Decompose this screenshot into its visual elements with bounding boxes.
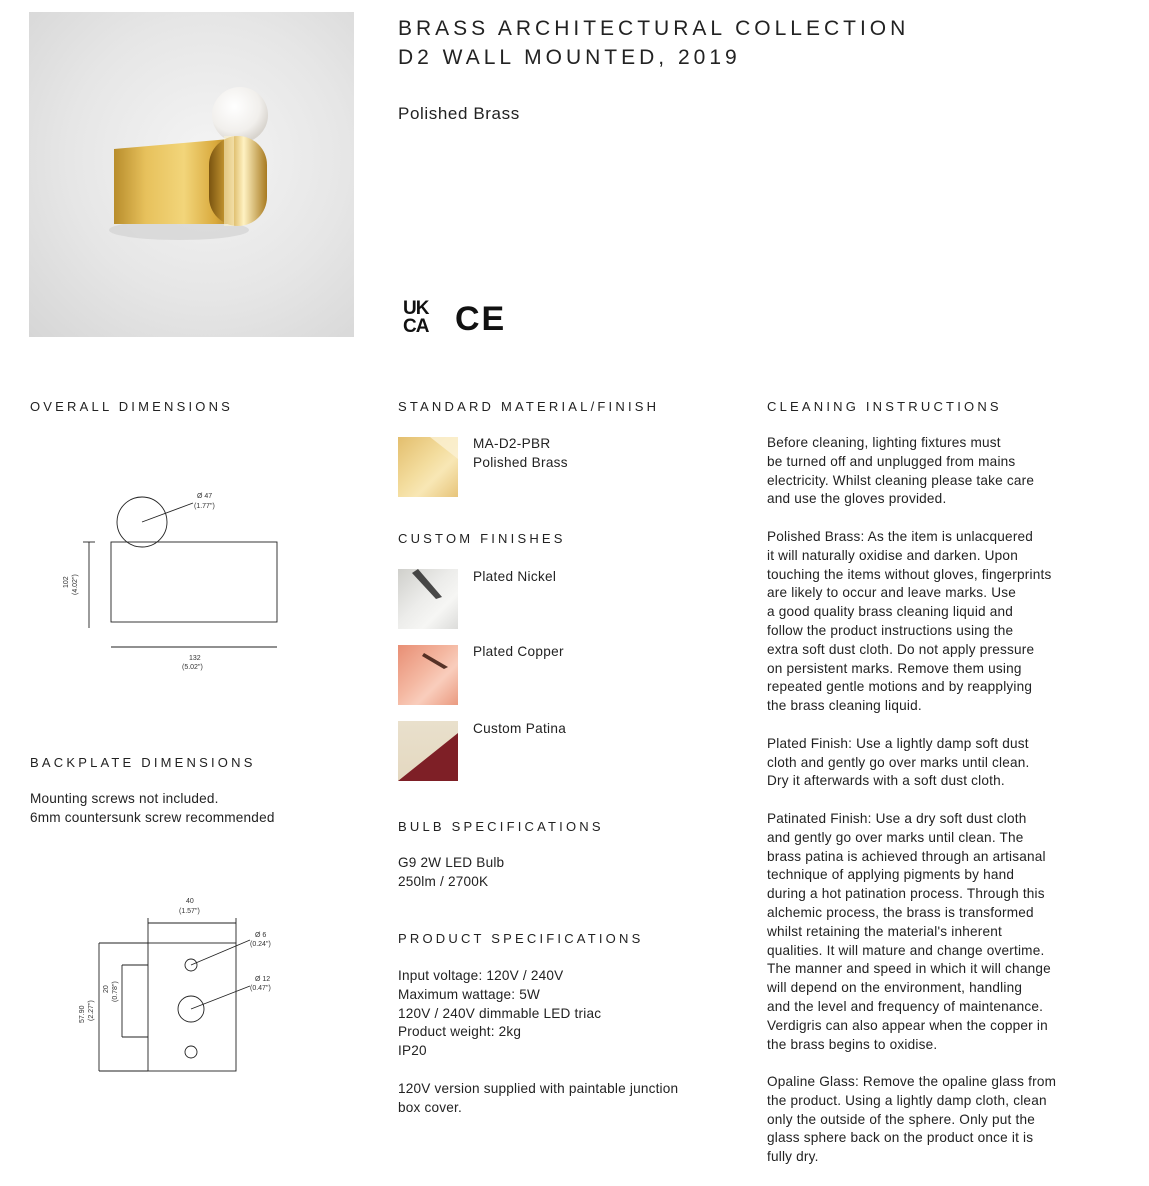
- cleaning-paragraph-polished-brass: Polished Brass: As the item is unlacquered it will naturally oxidise and darken. Upon touching the items without gloves, fingerprints are likely to occur and leave marks. Use a good quality brass cleaning liquid and follow the product instructions using the extra soft dust cloth. Do not apply pressure on persistent marks. Remove them using repeated gentle motions and by reapplying the brass cleaning liquid.: [767, 528, 1052, 714]
- svg-text:Ø 47: Ø 47: [197, 493, 213, 500]
- svg-text:(0.24"): (0.24"): [250, 941, 271, 948]
- svg-text:(0.47"): (0.47"): [250, 985, 271, 992]
- ukca-mark-top: UK: [403, 298, 429, 319]
- swatch-custom-patina: [398, 721, 458, 781]
- overall-dimensions-drawing: [55, 480, 295, 680]
- backplate-dimensions-heading: BACKPLATE DIMENSIONS: [30, 755, 256, 770]
- svg-text:(5.02"): (5.02"): [182, 664, 203, 671]
- swatch-plated-copper: [398, 645, 458, 705]
- custom-finishes-heading: CUSTOM FINISHES: [398, 531, 566, 546]
- certification-marks: [403, 297, 503, 337]
- title-line-1: BRASS ARCHITECTURAL COLLECTION: [398, 17, 910, 40]
- ukca-ce-marks: [403, 297, 503, 337]
- swatch-plated-nickel: [398, 569, 458, 629]
- cleaning-paragraph-patinated: Patinated Finish: Use a dry soft dust cloth and gently go over marks until clean. The brass patina is achieved through an artisanal technique of applying pigments by hand during a hot patination process. Through this alchemic process, the brass is transformed whilst retaining the material's inherent qualities. It will mature and change overtime. The manner and speed in which it will change will depend on the environment, handling and the level and frequency of maintenance. Verdigris can also appear when the copper in the brass begins to oxidise.: [767, 810, 1051, 1052]
- svg-text:Ø 6: Ø 6: [255, 932, 267, 939]
- standard-finish-code: MA-D2-PBR: [473, 436, 551, 451]
- custom-finish-label-nickel: Plated Nickel: [473, 569, 557, 584]
- svg-text:102: 102: [63, 576, 70, 588]
- backplate-dimensions-drawing: [70, 890, 290, 1080]
- bulb-spec-line-1: G9 2W LED Bulb: [398, 855, 505, 870]
- overall-dimensions-heading: OVERALL DIMENSIONS: [30, 399, 234, 414]
- bulb-specs-text: [398, 854, 504, 892]
- backplate-note: [30, 790, 275, 828]
- svg-text:Ø 12: Ø 12: [255, 976, 271, 983]
- cleaning-paragraph-plated: Plated Finish: Use a lightly damp soft dust cloth and gently go over marks until clean. Dry it afterwards with a soft dust cloth.: [767, 735, 1030, 789]
- standard-finish-name: Polished Brass: [473, 454, 568, 470]
- cleaning-heading: CLEANING INSTRUCTIONS: [767, 399, 1002, 414]
- ce-mark: CE: [455, 300, 503, 337]
- cleaning-paragraph-opaline: Opaline Glass: Remove the opaline glass from the product. Using a lightly damp cloth, clean only the outside of the sphere. Only put the glass sphere back on the product once it is fully dry.: [767, 1074, 1057, 1165]
- product-specs-list: [398, 967, 678, 1117]
- product-spec-line: 120V / 240V dimmable LED triac: [398, 1005, 602, 1021]
- cleaning-paragraph-general: Before cleaning, lighting fixtures must be turned off and unplugged from mains electricity. Whilst cleaning please take care and use the gloves provided.: [767, 435, 1035, 507]
- svg-text:132: 132: [189, 655, 201, 662]
- custom-finish-label-patina: Custom Patina: [473, 721, 567, 736]
- bulb-spec-line-2: 250lm / 2700K: [398, 873, 489, 889]
- swatch-polished-brass: [398, 437, 458, 497]
- title-line-2: D2 WALL MOUNTED, 2019: [398, 46, 741, 69]
- standard-finish-heading: STANDARD MATERIAL/FINISH: [398, 399, 660, 414]
- product-spec-line: IP20: [398, 1043, 427, 1059]
- svg-text:(1.77"): (1.77"): [194, 503, 215, 510]
- cleaning-instructions: [767, 434, 1137, 1186]
- svg-text:40: 40: [186, 898, 194, 905]
- svg-text:(1.57"): (1.57"): [179, 908, 200, 915]
- product-specs-heading: PRODUCT SPECIFICATIONS: [398, 931, 644, 946]
- backplate-note-line-1: Mounting screws not included.: [30, 791, 219, 806]
- wall-light-illustration: [29, 12, 354, 337]
- product-photo: [29, 12, 354, 337]
- standard-finish-text: [473, 435, 568, 473]
- bulb-specs-heading: BULB SPECIFICATIONS: [398, 819, 604, 834]
- svg-text:(4.02"): (4.02"): [72, 574, 79, 595]
- product-title: [398, 14, 909, 72]
- product-spec-line: Product weight: 2kg: [398, 1024, 522, 1040]
- custom-finish-label-copper: Plated Copper: [473, 644, 564, 659]
- product-spec-line: Maximum wattage: 5W: [398, 986, 541, 1002]
- swatch-polished-brass-highlight: [398, 437, 458, 497]
- svg-text:20: 20: [103, 985, 110, 993]
- product-spec-note: 120V version supplied with paintable junction box cover.: [398, 1080, 679, 1115]
- product-spec-line: Input voltage: 120V / 240V: [398, 968, 564, 983]
- svg-text:(2.27"): (2.27"): [88, 1000, 95, 1021]
- ukca-mark-bottom: CA: [403, 316, 429, 337]
- svg-text:57.90: 57.90: [79, 1005, 86, 1023]
- backplate-note-line-2: 6mm countersunk screw recommended: [30, 809, 275, 825]
- finish-name: Polished Brass: [398, 104, 520, 123]
- svg-text:(0.78"): (0.78"): [112, 981, 119, 1002]
